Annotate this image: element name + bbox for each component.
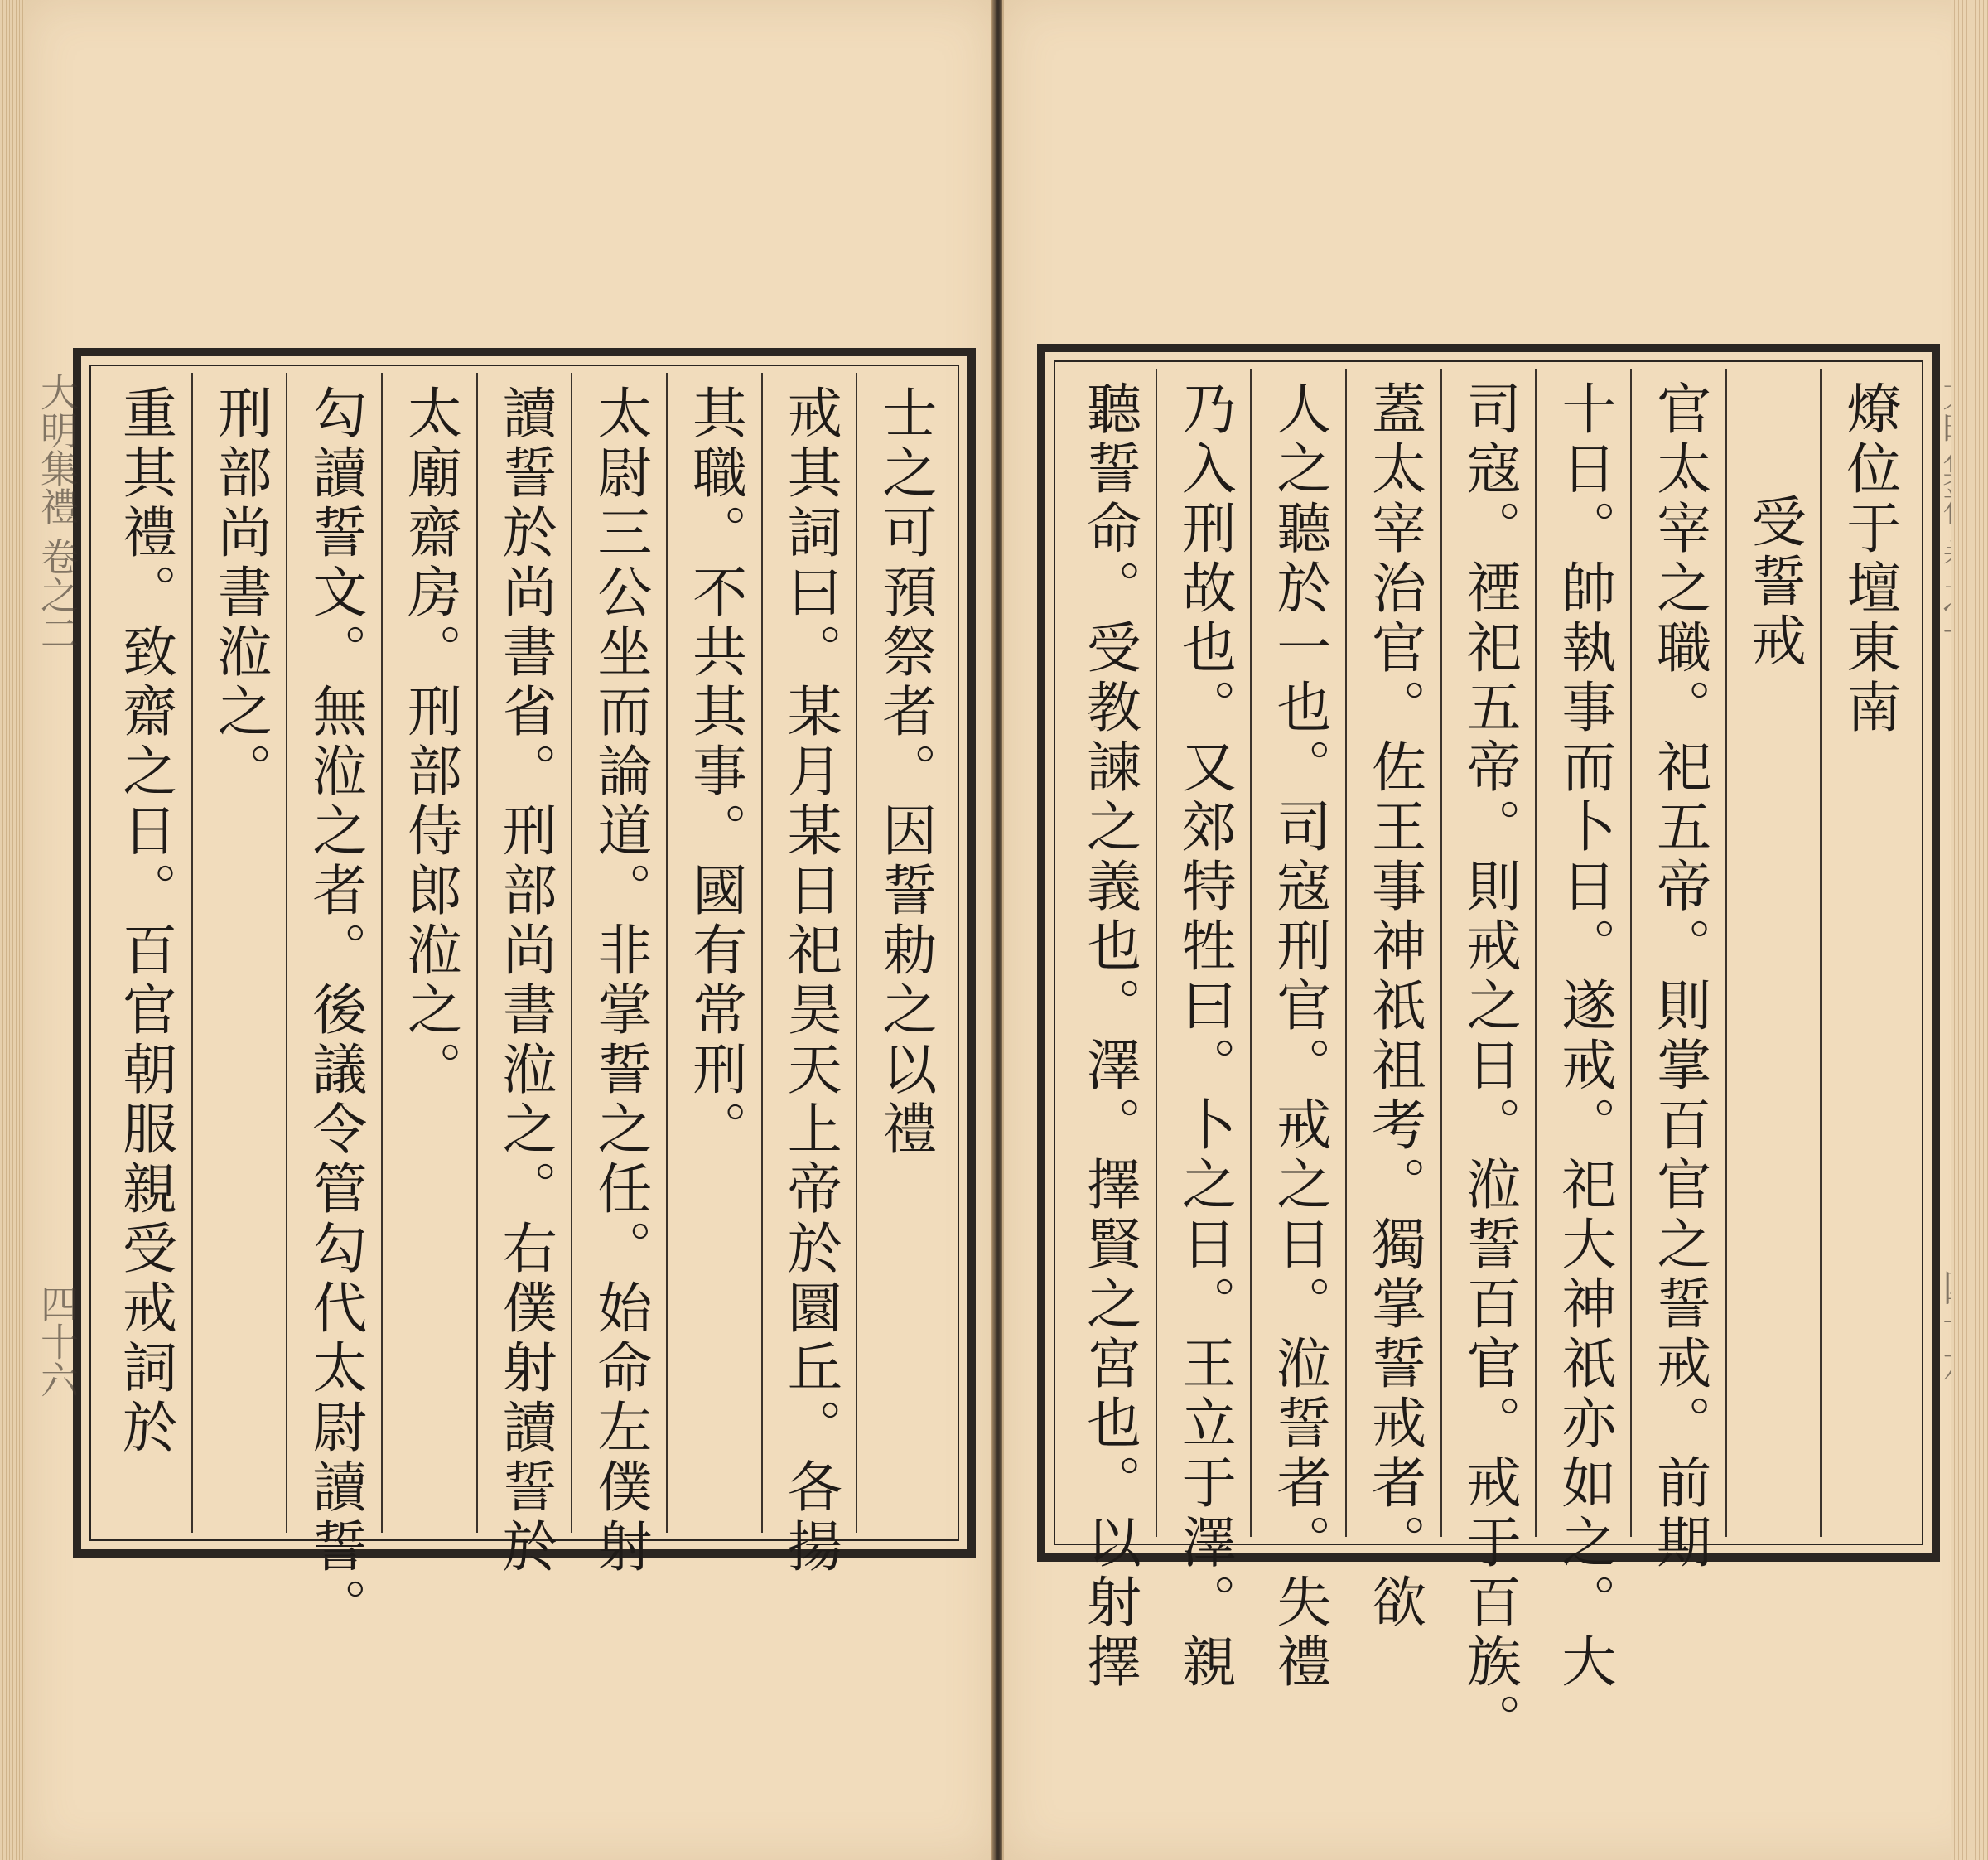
left-column-text: 其職。不共其事。國有常刑。 <box>683 384 747 1160</box>
left-text-frame <box>73 348 976 1637</box>
left-column-2 <box>761 373 856 1577</box>
left-column-5 <box>476 373 572 1577</box>
right-column-text: 乃入刑故也。又郊特牲曰。卜之日。王立于澤。親 <box>1172 380 1237 1693</box>
right-column-text: 人之聽於一也。司寇刑官。戒之日。涖誓者。失禮 <box>1267 380 1331 1693</box>
left-column-4 <box>571 373 666 1577</box>
left-column-6 <box>381 373 476 1533</box>
right-column-text: 蓋太宰治官。佐王事神祇祖考。獨掌誓戒者。欲 <box>1362 380 1426 1633</box>
right-columns <box>1062 369 1915 1752</box>
right-column-5 <box>1440 369 1536 1752</box>
page-edges-right <box>1951 0 1988 1860</box>
right-column-9 <box>1062 369 1156 1693</box>
left-column-8 <box>191 373 287 1533</box>
left-column-text: 刑部尚書涖之。 <box>208 384 273 802</box>
right-column-8 <box>1156 369 1251 1693</box>
right-column-1 <box>1820 369 1915 1537</box>
left-column-text: 重其禮。致齋之日。百官朝服親受戒詞於 <box>113 384 177 1458</box>
right-column-3 <box>1630 369 1725 1573</box>
page-edges-left <box>0 0 27 1860</box>
left-column-text: 戒其詞曰。某月某日祀昊天上帝於圜丘。各揚 <box>778 384 842 1577</box>
right-column-4 <box>1535 369 1630 1693</box>
left-column-text: 太廟齋房。刑部侍郎涖之。 <box>398 384 462 1100</box>
left-column-text: 讀誓於尚書省。刑部尚書涖之。右僕射讀誓於 <box>493 384 557 1577</box>
left-column-text: 士之可預祭者。因誓勅之以禮 <box>872 384 937 1160</box>
right-column-text: 受誓戒 <box>1742 493 1807 672</box>
left-column-7 <box>286 373 381 1637</box>
left-folio: 四十六 <box>35 1284 80 1399</box>
right-column-text: 聽誓命。受教諫之義也。澤。擇賢之宮也。以射擇 <box>1077 380 1141 1693</box>
left-column-3 <box>666 373 761 1533</box>
left-page <box>25 0 996 1860</box>
left-columns <box>98 373 951 1637</box>
left-column-text: 太尉三公坐而論道。非掌誓之任。始命左僕射 <box>587 384 652 1577</box>
right-text-frame <box>1037 344 1940 1752</box>
left-column-1 <box>856 373 951 1533</box>
right-page <box>1002 0 1988 1860</box>
right-column-text: 官太宰之職。祀五帝。則掌百官之誓戒。前期 <box>1647 380 1711 1573</box>
left-column-9 <box>98 373 191 1533</box>
right-column-6 <box>1345 369 1440 1633</box>
left-margin-title: 大明集禮 卷之二 <box>35 373 80 652</box>
right-column-text: 十日。帥執事而卜日。遂戒。祀大神祇亦如之。大 <box>1551 380 1616 1693</box>
left-column-text: 勾讀誓文。無涖之者。後議令管勾代太尉讀誓。 <box>302 384 367 1637</box>
right-column-2 <box>1725 369 1821 1537</box>
right-column-text: 燎位于壇東南 <box>1836 380 1901 738</box>
right-column-7 <box>1250 369 1345 1693</box>
right-column-text: 司寇。禋祀五帝。則戒之日。涖誓百官。戒于百族。 <box>1457 380 1522 1752</box>
